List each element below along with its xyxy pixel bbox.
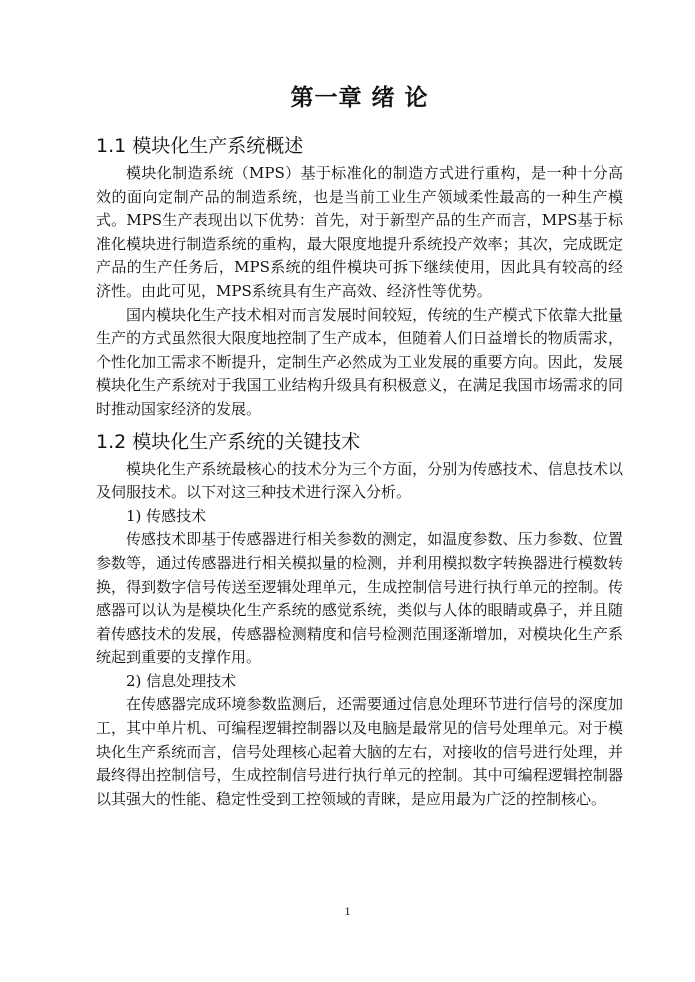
subsection-text-sensing: 传感技术即基于传感器进行相关参数的测定，如温度参数、压力参数、位置参数等，通过传感器进行相关模拟量的检测，并利用模拟数字转换器进行模数转换，得到数字信号传送至逻辑处理单元，生成控制信号进行执行单元的控制。传感器可以认为是模块化生产系统的感觉系统，类似与人体的眼睛或鼻子，并且随着传感技术的发展，传感器检测精度和信号检测范围逐渐增加，对模块化生产系统起到重要的支撑作用。 (96, 530, 623, 667)
section-heading-1-2: 1.2 模块化生产系统的关键技术 (96, 430, 361, 453)
chapter-title: 第一章 绪 论 (290, 85, 429, 111)
page-number: 1 (344, 904, 351, 918)
subsection-text-information: 在传感器完成环境参数监测后，还需要通过信息处理环节进行信号的深度加工，其中单片机、可编程逻辑控制器以及电脑是最常见的信号处理单元。对于模块化生产系统而言，信号处理核心起着大脑的左右，对接收的信号进行处理，并最终得出控制信号，生成控制信号进行执行单元的控制。其中可编程逻辑控制器以其强大的性能、稳定性受到工控领域的青睐，是应用最为广泛的控制核心。 (96, 695, 623, 808)
subsection-title-sensing: 1) 传感技术 (126, 506, 207, 525)
section-heading-1-1: 1.1 模块化生产系统概述 (96, 135, 304, 157)
document-page (96, 84, 623, 811)
section-1-2-intro: 模块化生产系统最核心的技术分为三个方面，分别为传感技术、信息技术以及伺服技术。以下对这三种技术进行深入分析。 (96, 459, 623, 502)
section-1-1-paragraph-2: 国内模块化生产技术相对而言发展时间较短，传统的生产模式下依靠大批量生产的方式虽然很大限度地控制了生产成本，但随着人们日益增长的物质需求，个性化加工需求不断提升，定制生产必然成为工业发展的重要方向。因此，发展模块化生产系统对于我国工业结构升级具有积极意义，在满足我国市场需求的同时推动国家经济的发展。 (96, 305, 623, 418)
subsection-title-information: 2) 信息处理技术 (126, 671, 237, 690)
section-1-1-paragraph-1: 模块化制造系统（MPS）基于标准化的制造方式进行重构，是一种十分高效的面向定制产品的制造系统，也是当前工业生产领域柔性最高的一种生产模式。MPS生产表现出以下优势：首先，对于新型产品的生产而言，MPS基于标准化模块进行制造系统的重构，最大限度地提升系统投产效率；其次，完成既定产品的生产任务后，MPS系统的组件模块可拆下继续使用，因此具有较高的经济性。由此可见，MPS系统具有生产高效、经济性等优势。 (96, 164, 623, 300)
